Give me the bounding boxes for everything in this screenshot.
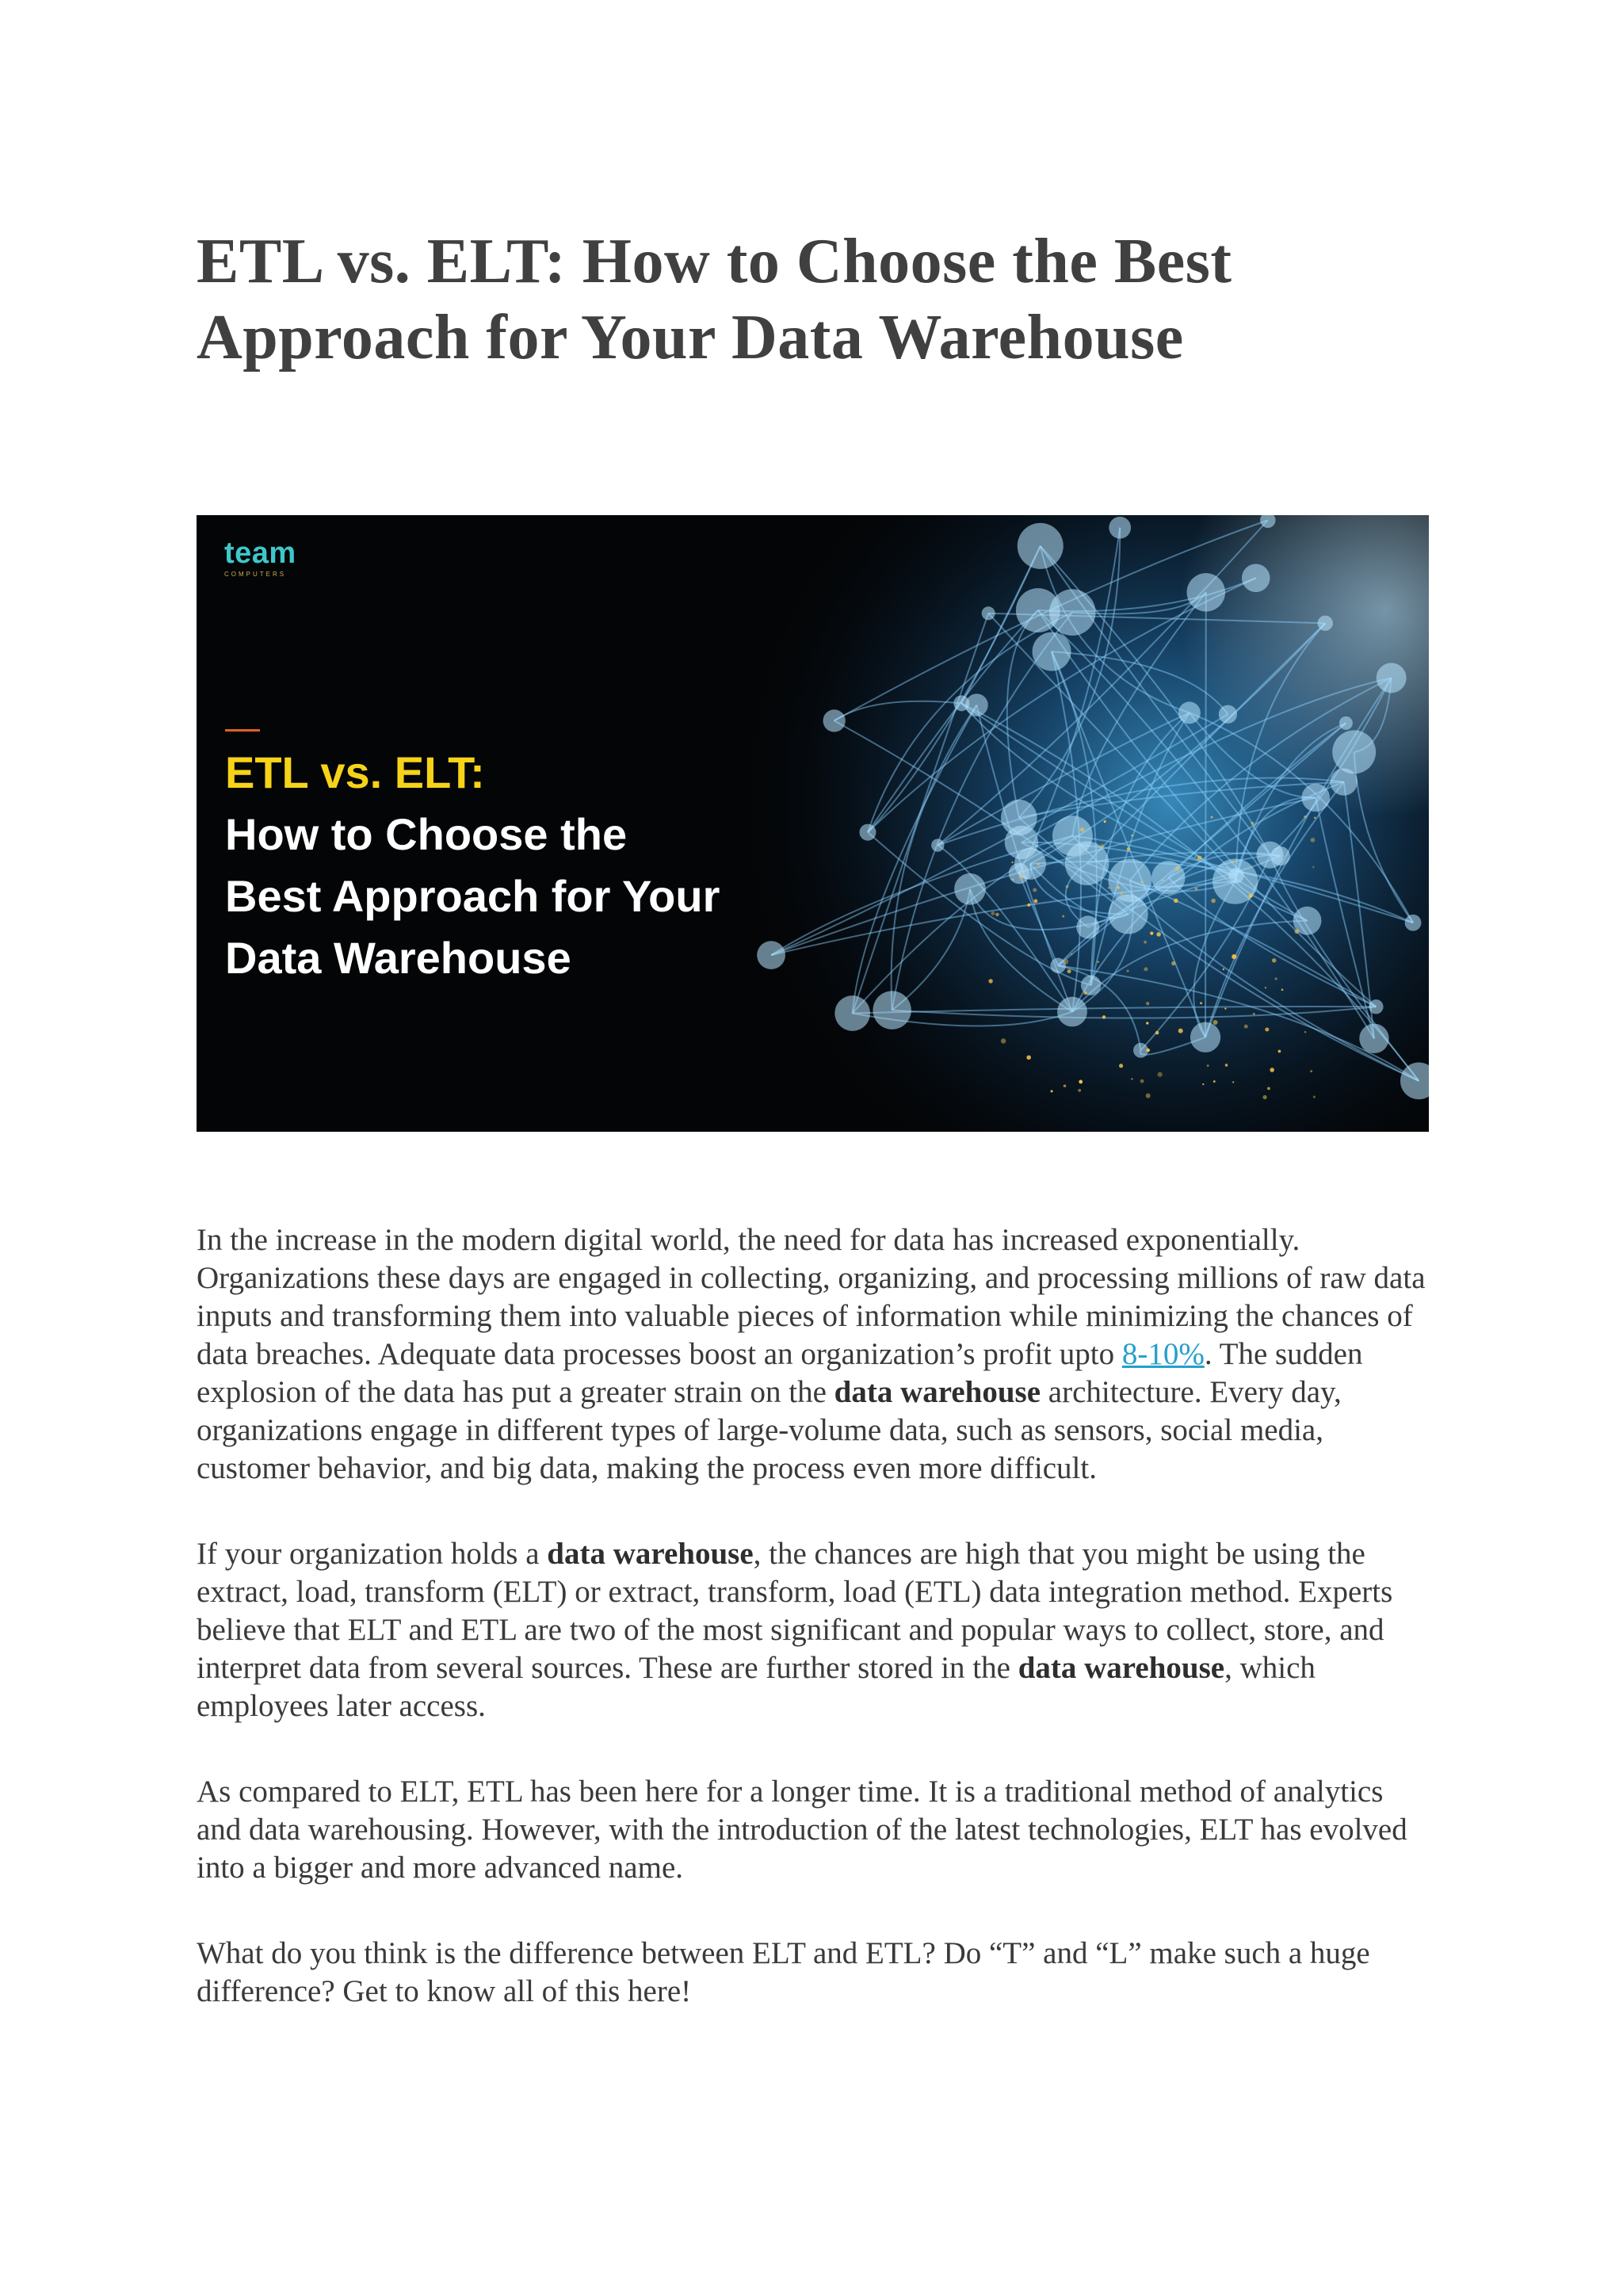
city-light-dot (1212, 1020, 1217, 1025)
logo-wordmark: team (224, 537, 296, 570)
profit-stat-link[interactable]: 8-10% (1121, 1337, 1205, 1371)
network-node (1009, 863, 1029, 884)
paragraph-1-text-c: architecture. Every day, organizations engage in different types of large-volume data, such as sensors, social media, customer behavior, and big data, making the process even more difficult. (197, 1375, 1342, 1485)
network-node (1109, 517, 1131, 539)
network-node (1057, 997, 1087, 1027)
bold-term-data-warehouse: data warehouse (547, 1537, 754, 1571)
team-computers-logo (224, 537, 296, 579)
city-light-dot (1026, 1055, 1031, 1060)
city-light-dot (1304, 816, 1306, 818)
hero-banner-image (197, 515, 1429, 1132)
city-light-dot (1162, 879, 1163, 881)
network-node (1187, 573, 1226, 612)
city-light-dot (1249, 894, 1253, 898)
city-light-dot (1078, 1089, 1081, 1092)
city-light-dot (1150, 932, 1153, 935)
city-light-dot (1067, 969, 1071, 973)
banner-heading (225, 742, 720, 989)
network-node (1076, 915, 1099, 938)
network-node (954, 873, 986, 905)
network-node (757, 941, 785, 969)
city-light-dot (1098, 961, 1099, 963)
city-light-dot (1253, 1013, 1254, 1014)
city-light-dot (1037, 863, 1040, 865)
city-light-dot (1144, 941, 1147, 944)
city-light-dot (1146, 1002, 1149, 1005)
banner-heading-line-2: Best Approach for Your (225, 871, 720, 921)
network-node (1301, 784, 1330, 812)
network-node (1050, 958, 1066, 974)
network-node (1332, 730, 1376, 774)
network-link (1205, 592, 1206, 1037)
city-light-dot (1312, 866, 1315, 869)
network-node (1359, 1024, 1388, 1053)
city-light-dot (1232, 1081, 1234, 1083)
bold-term-data-warehouse: data warehouse (834, 1375, 1041, 1409)
network-node (953, 695, 969, 711)
city-light-dot (1102, 1015, 1106, 1018)
paragraph-1 (197, 1221, 1433, 1488)
city-light-dot (1313, 1096, 1316, 1098)
city-light-dot (1178, 1029, 1183, 1033)
city-light-dot (1175, 866, 1180, 871)
city-light-dot (1223, 968, 1224, 970)
city-light-dot (1197, 856, 1202, 861)
city-light-dot (1244, 1025, 1248, 1029)
city-light-dot (1156, 932, 1161, 937)
city-light-dot (1019, 875, 1024, 880)
logo-subtext: COMPUTERS (224, 571, 287, 578)
city-light-dot (1171, 961, 1175, 965)
network-node (1339, 716, 1353, 730)
city-light-dot (1051, 1090, 1053, 1092)
paragraph-3-text: As compared to ELT, ETL has been here for a longer time. It is a traditional method of analytics and data warehousing. However, with the introduction of the latest technologies, ELT has evolved into a bigger and more advanced name. (197, 1775, 1407, 1885)
network-node (1018, 523, 1064, 569)
paragraph-2-text-c: , which employees later access. (197, 1651, 1316, 1723)
city-light-dot (1066, 885, 1069, 888)
city-light-dot (1001, 1038, 1006, 1043)
city-light-dot (1033, 888, 1037, 892)
network-node (1178, 701, 1201, 724)
article-title-line-2: Approach for Your Data Warehouse (197, 303, 1184, 372)
city-light-dot (1144, 967, 1148, 971)
network-node (1049, 589, 1096, 636)
city-light-dot (1158, 1072, 1163, 1077)
network-node (1109, 859, 1152, 903)
city-light-dot (1211, 899, 1216, 904)
city-light-dot (1262, 1095, 1266, 1099)
city-light-dot (1104, 820, 1106, 823)
city-light-dot (1310, 1070, 1312, 1072)
city-light-dot (1251, 822, 1254, 825)
city-light-dot (1140, 1079, 1144, 1083)
city-light-dot (1272, 958, 1277, 963)
city-light-dot (1127, 969, 1129, 972)
city-light-dot (1131, 1078, 1133, 1080)
city-light-dot (1127, 847, 1131, 851)
network-node (1219, 705, 1237, 724)
city-light-dot (1224, 1007, 1226, 1009)
city-light-dot (1064, 959, 1068, 964)
network-node (1405, 915, 1422, 931)
network-node (1377, 663, 1407, 693)
bold-term-data-warehouse: data warehouse (1018, 1651, 1225, 1685)
paragraph-2 (197, 1535, 1433, 1725)
city-light-dot (1079, 1079, 1083, 1083)
city-light-dot (1270, 1068, 1274, 1072)
city-light-dot (1011, 861, 1013, 863)
article-body (197, 1221, 1433, 2058)
network-node (931, 839, 944, 851)
network-node (1242, 564, 1270, 593)
network-node (1033, 632, 1071, 671)
city-light-dot (1211, 816, 1213, 819)
paragraph-4-text: What do you think is the difference between ELT and ETL? Do “T” and “L” make such a huge difference? Get to know all of this here! (197, 1936, 1370, 2008)
city-light-dot (1311, 838, 1316, 842)
network-node (1190, 1022, 1220, 1052)
city-light-dot (1080, 827, 1084, 831)
city-light-dot (995, 913, 999, 917)
city-light-dot (1194, 888, 1197, 891)
network-node (834, 995, 870, 1031)
network-node (1228, 868, 1244, 884)
paragraph-1-text-b: . The sudden explosion of the data has put a greater strain on the (197, 1337, 1363, 1409)
network-node (873, 991, 911, 1029)
article-title (197, 223, 1465, 376)
city-light-dot (1027, 904, 1030, 907)
banner-heading-highlight: ETL vs. ELT: (225, 747, 485, 797)
city-light-dot (1275, 977, 1277, 980)
city-light-dot (1012, 879, 1014, 881)
city-light-dot (1146, 1049, 1150, 1052)
city-light-dot (1225, 1064, 1228, 1067)
city-light-dot (1314, 817, 1316, 819)
city-light-dot (988, 979, 992, 983)
city-light-dot (1194, 856, 1196, 858)
city-light-dot (1117, 886, 1119, 888)
city-light-dot (1200, 1002, 1202, 1004)
city-light-dot (1174, 899, 1178, 904)
paragraph-2-text-a: If your organization holds a (197, 1537, 548, 1571)
city-light-dot (1119, 1064, 1123, 1068)
network-node (1151, 861, 1185, 894)
network-node (823, 709, 846, 732)
city-light-dot (1202, 1083, 1204, 1085)
city-light-dot (1278, 1050, 1281, 1053)
network-node (1318, 616, 1333, 631)
city-light-dot (1140, 881, 1143, 883)
paragraph-2-text-b: , the chances are high that you might be using the extract, load, transform (ELT) or extract, transform, load (ETL) data integration method. Experts believe that ELT and ETL are two of the most significant and popular ways to collect, store, and interpret data from several sources. These are further stored in the (197, 1537, 1393, 1685)
city-light-dot (1232, 861, 1234, 863)
city-light-dot (1155, 1031, 1159, 1035)
banner-heading-line-1: How to Choose the (225, 809, 628, 859)
banner-heading-line-3: Data Warehouse (225, 933, 571, 983)
article-title-line-1: ETL vs. ELT: How to Choose the Best (197, 227, 1232, 296)
city-light-dot (1108, 887, 1110, 889)
network-node (1005, 826, 1039, 860)
city-light-dot (1131, 835, 1132, 836)
network-node (1271, 846, 1290, 865)
city-light-dot (1281, 988, 1284, 991)
city-light-dot (1086, 850, 1088, 853)
city-light-dot (1265, 1027, 1269, 1031)
city-light-dot (1232, 954, 1236, 959)
city-light-dot (1146, 1094, 1151, 1098)
city-light-dot (1207, 1064, 1209, 1067)
city-light-dot (1064, 1084, 1067, 1087)
network-node (859, 824, 876, 841)
city-light-dot (1033, 900, 1037, 904)
network-node (1369, 999, 1383, 1014)
city-light-dot (1267, 1087, 1270, 1091)
city-light-dot (1120, 892, 1124, 896)
city-light-dot (1213, 1080, 1216, 1083)
city-light-dot (1062, 915, 1064, 918)
paragraph-4 (197, 1935, 1433, 2011)
city-light-dot (1295, 929, 1300, 934)
city-light-dot (1084, 991, 1087, 995)
paragraph-3 (197, 1773, 1433, 1887)
city-light-dot (1304, 1031, 1306, 1033)
network-node (982, 606, 995, 620)
city-light-dot (991, 911, 995, 915)
city-light-dot (1071, 953, 1072, 955)
network-node (1133, 1043, 1148, 1058)
city-light-dot (1265, 987, 1266, 988)
city-light-dot (1146, 1022, 1148, 1024)
city-light-dot (1100, 844, 1104, 848)
paragraph-1-text-a: In the increase in the modern digital world, the need for data has increased exponentially. Organizations these days are engaged in collecting, organizing, and processing millions of raw data inputs and transforming them into valuable pieces of information while minimizing the chances of data breaches. Adequate data processes boost an organization’s profit upto (197, 1223, 1426, 1371)
banner-accent-line (225, 729, 260, 732)
